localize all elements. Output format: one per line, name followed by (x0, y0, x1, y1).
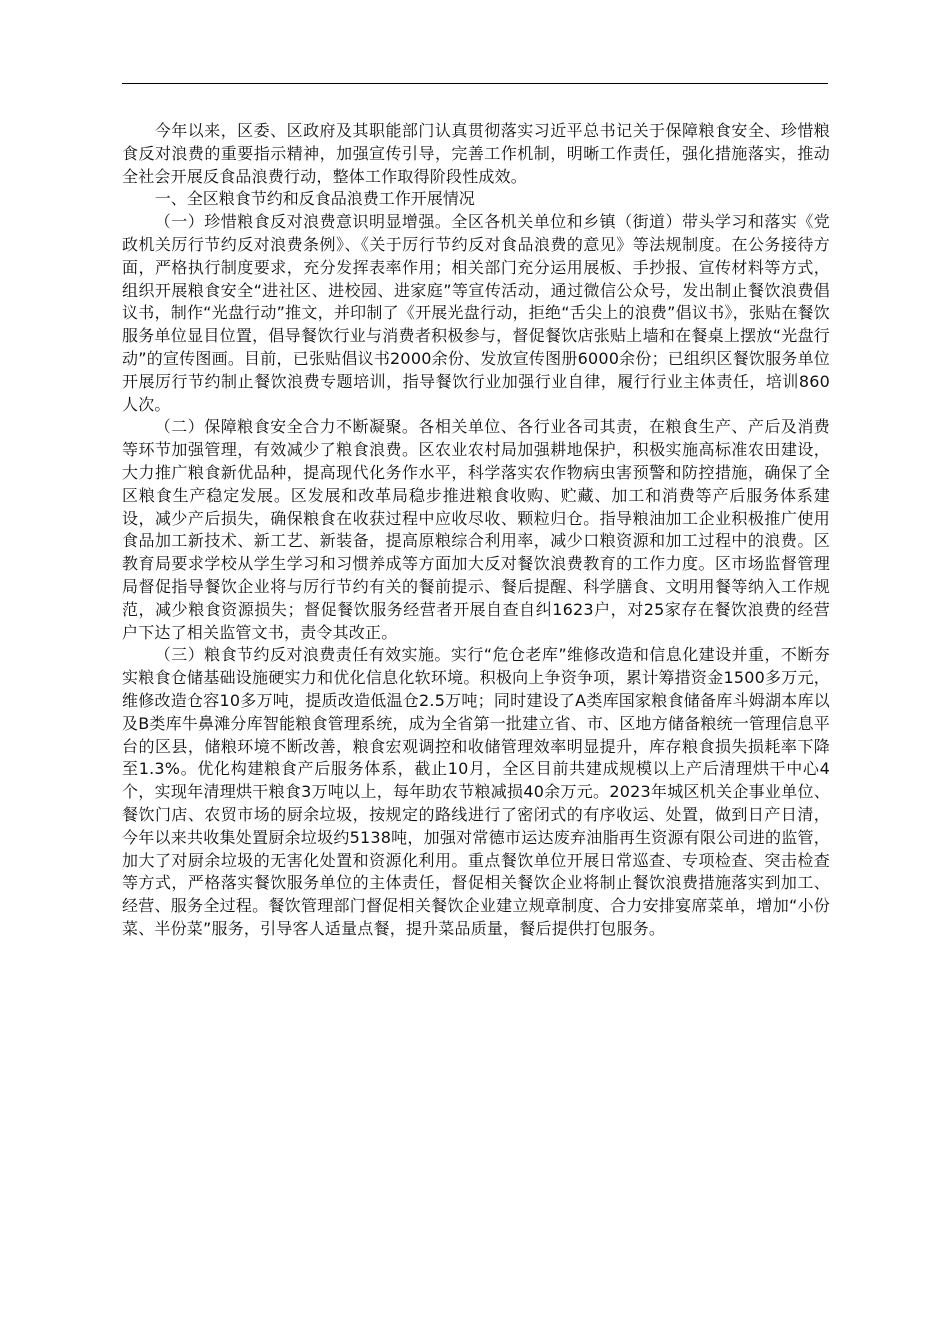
header-rule (122, 83, 828, 84)
document-body (122, 120, 830, 941)
paragraph-awareness: （一）珍惜粮食反对浪费意识明显增强。全区各机关单位和乡镇（街道）带头学习和落实《党政机关厉行节约反对浪费条例》、《关于厉行节约反对食品浪费的意见》等法规制度。在公务接待方面，严格执行制度要求，充分发挥表率作用；相关部门充分运用展板、手抄报、宣传材料等方式，组织开展粮食安全“进社区、进校园、进家庭”等宣传活动，通过微信公众号，发出制止餐饮浪费倡议书，制作“光盘行动”推文，并印制了《开展光盘行动，拒绝“舌尖上的浪费”倡议书》，张贴在餐饮服务单位显目位置，倡导餐饮行业与消费者积极参与，督促餐饮店张贴上墙和在餐桌上摆放“光盘行动”的宣传图画。目前，已张贴倡议书2000余份、发放宣传图册6000余份；已组织区餐饮服务单位开展厉行节约制止餐饮浪费专题培训，指导餐饮行业加强行业自律，履行行业主体责任，培训860人次。 (122, 212, 830, 414)
section-heading: 一、全区粮食节约和反食品浪费工作开展情况 (154, 189, 475, 209)
paragraph-responsibility: （三）粮食节约反对浪费责任有效实施。实行“危仓老库”维修改造和信息化建设并重，不断夯实粮食仓储基础设施硬实力和优化信息化软环境。积极向上争资争项，累计筹措资金1500多万元，维修改造仓容10多万吨，提质改造低温仓2.5万吨；同时建设了A类库国家粮食储备库斗姆湖本库以及B类库牛鼻滩分库智能粮食管理系统，成为全省第一批建立省、市、区地方储备粮统一管理信息平台的区县，储粮环境不断改善，粮食宏观调控和收储管理效率明显提升，库存粮食损失损耗率下降至1.3%。优化构建粮食产后服务体系，截止10月，全区目前共建成规模以上产后清理烘干中心4个，实现年清理烘干粮食3万吨以上，每年助农节粮减损40余万元。2023年城区机关企事业单位、餐饮门店、农贸市场的厨余垃圾，按规定的路线进行了密闭式的有序收运、处置，做到日产日清，今年以来共收集处置厨余垃圾约5138吨，加强对常德市运达废弃油脂再生资源有限公司进的监管，加大了对厨余垃圾的无害化处置和资源化利用。重点餐饮单位开展日常巡查、专项检查、突击检查等方式，严格落实餐饮服务单位的主体责任，督促相关餐饮企业将制止餐饮浪费措施落实到加工、经营、服务全过程。餐饮管理部门督促相关餐饮企业建立规章制度、合力安排宴席菜单，增加“小份菜、半份菜”服务，引导客人适量点餐，提升菜品质量，餐后提供打包服务。 (122, 645, 830, 938)
paragraph-food-security: （二）保障粮食安全合力不断凝聚。各相关单位、各行业各司其责，在粮食生产、产后及消费等环节加强管理，有效减少了粮食浪费。区农业农村局加强耕地保护，积极实施高标准农田建设，大力推广粮食新优品种，提高现代化务作水平，科学落实农作物病虫害预警和防控措施，确保了全区粮食生产稳定发展。区发展和改革局稳步推进粮食收购、贮藏、加工和消费等产后服务体系建设，减少产后损失，确保粮食在收获过程中应收尽收、颗粒归仓。指导粮油加工企业积极推广使用食品加工新技术、新工艺、新装备，提高原粮综合利用率，减少口粮资源和加工过程中的浪费。区教育局要求学校从学生学习和习惯养成等方面加大反对餐饮浪费教育的工作力度。区市场监督管理局督促指导餐饮企业将与厉行节约有关的餐前提示、餐后提醒、科学膳食、文明用餐等纳入工作规范，减少粮食资源损失；督促餐饮服务经营者开展自查自纠1623户，对25家存在餐饮浪费的经营户下达了相关监管文书，责令其改正。 (122, 417, 830, 642)
intro-paragraph: 今年以来，区委、区政府及其职能部门认真贯彻落实习近平总书记关于保障粮食安全、珍惜粮食反对浪费的重要指示精神，加强宣传引导，完善工作机制，明晰工作责任，强化措施落实，推动全社会开展反食品浪费行动，整体工作取得阶段性成效。 (122, 121, 830, 186)
